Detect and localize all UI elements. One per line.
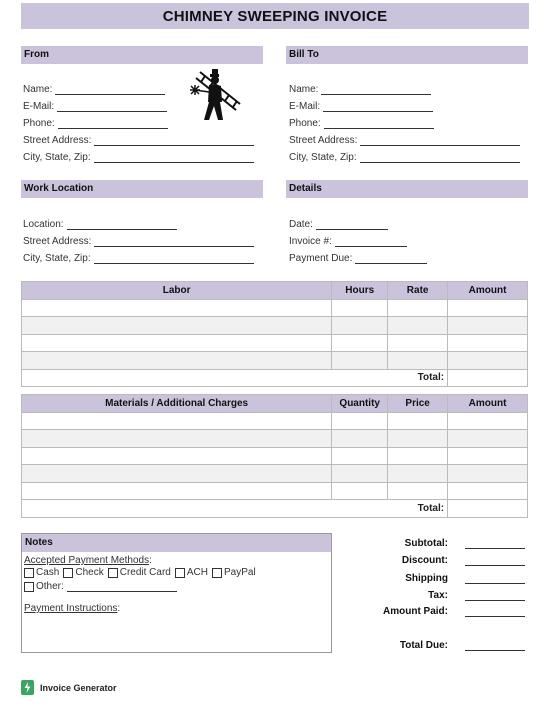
table-cell[interactable] xyxy=(22,299,332,317)
bill-to-name-field[interactable] xyxy=(289,81,431,95)
accepted-methods-line xyxy=(22,555,331,566)
bill-to-street-field[interactable] xyxy=(289,132,520,146)
ach-label: ACH xyxy=(186,567,208,578)
notes-box xyxy=(21,533,332,653)
work-street-line[interactable] xyxy=(94,237,254,247)
total-due-row xyxy=(370,637,530,651)
from-heading: From xyxy=(21,46,263,64)
from-name-line[interactable] xyxy=(55,85,165,95)
payment-due-field[interactable] xyxy=(289,250,427,264)
other-line[interactable] xyxy=(67,582,177,592)
table-cell[interactable] xyxy=(448,299,528,317)
tax-line[interactable] xyxy=(465,591,525,601)
shipping-label: Shipping xyxy=(405,573,448,584)
work-location-heading: Work Location xyxy=(21,180,263,198)
table-row[interactable] xyxy=(22,412,528,430)
from-city-line[interactable] xyxy=(94,153,254,163)
table-cell[interactable] xyxy=(22,352,332,370)
table-cell[interactable] xyxy=(388,482,448,500)
date-field[interactable] xyxy=(289,216,388,230)
labor-total-row xyxy=(22,369,528,387)
ach-checkbox[interactable] xyxy=(175,568,185,578)
table-cell[interactable] xyxy=(388,412,448,430)
bill-to-email-field[interactable] xyxy=(289,98,433,112)
table-cell[interactable] xyxy=(332,352,388,370)
bill-to-email-line[interactable] xyxy=(323,102,433,112)
table-cell[interactable] xyxy=(448,317,528,335)
from-phone-field[interactable] xyxy=(23,115,168,129)
bill-to-street-label: Street Address: xyxy=(289,135,358,146)
table-row[interactable] xyxy=(22,447,528,465)
date-label: Date: xyxy=(289,219,313,230)
from-city-label: City, State, Zip: xyxy=(23,152,91,163)
from-email-label: E-Mail: xyxy=(23,101,55,112)
amount-col-header: Amount xyxy=(448,282,528,300)
materials-total-label: Total: xyxy=(22,500,448,518)
cash-label: Cash xyxy=(36,567,60,578)
table-cell[interactable] xyxy=(388,317,448,335)
labor-table xyxy=(21,281,528,387)
price-col-header: Price xyxy=(388,395,448,413)
bill-to-street-line[interactable] xyxy=(360,136,520,146)
other-checkbox[interactable] xyxy=(24,582,34,592)
bill-to-city-field[interactable] xyxy=(289,149,520,163)
invoice-number-line[interactable] xyxy=(335,237,407,247)
subtotal-label: Subtotal: xyxy=(404,538,448,549)
invoice-title-bar xyxy=(21,3,529,29)
materials-col-header: Materials / Additional Charges xyxy=(22,395,332,413)
materials-amount-col-header: Amount xyxy=(448,395,528,413)
table-cell[interactable] xyxy=(388,334,448,352)
invoice-number-label: Invoice #: xyxy=(289,236,332,247)
paypal-checkbox[interactable] xyxy=(212,568,222,578)
subtotal-row xyxy=(370,535,530,549)
table-cell[interactable] xyxy=(388,465,448,483)
labor-total-label: Total: xyxy=(22,369,448,387)
from-street-label: Street Address: xyxy=(23,135,92,146)
bill-to-name-line[interactable] xyxy=(321,85,431,95)
accepted-methods-colon: : xyxy=(149,555,152,566)
table-cell[interactable] xyxy=(448,334,528,352)
bill-to-city-line[interactable] xyxy=(360,153,520,163)
tax-row xyxy=(370,587,530,601)
table-cell[interactable] xyxy=(332,447,388,465)
payment-methods-row xyxy=(22,566,331,579)
table-cell[interactable] xyxy=(388,352,448,370)
date-line[interactable] xyxy=(316,220,388,230)
table-cell[interactable] xyxy=(388,447,448,465)
discount-row xyxy=(370,552,530,566)
work-street-label: Street Address: xyxy=(23,236,92,247)
invoice-number-field[interactable] xyxy=(289,233,407,247)
table-row[interactable] xyxy=(22,482,528,500)
bill-to-city-label: City, State, Zip: xyxy=(289,152,357,163)
shipping-row xyxy=(370,570,530,584)
total-due-label: Total Due: xyxy=(399,640,448,651)
work-city-label: City, State, Zip: xyxy=(23,253,91,264)
from-street-line[interactable] xyxy=(94,136,254,146)
from-phone-line[interactable] xyxy=(58,119,168,129)
rate-col-header: Rate xyxy=(388,282,448,300)
location-line[interactable] xyxy=(67,220,177,230)
table-cell[interactable] xyxy=(388,430,448,448)
credit-card-checkbox[interactable] xyxy=(108,568,118,578)
table-cell[interactable] xyxy=(22,447,332,465)
credit-card-label: Credit Card xyxy=(119,567,171,578)
from-name-field[interactable] xyxy=(23,81,165,95)
table-cell[interactable] xyxy=(332,412,388,430)
check-checkbox[interactable] xyxy=(63,568,73,578)
bill-to-name-label: Name: xyxy=(289,84,319,95)
table-cell[interactable] xyxy=(22,430,332,448)
notes-heading: Notes xyxy=(22,534,331,552)
from-name-label: Name: xyxy=(23,84,53,95)
labor-header-row xyxy=(22,282,528,300)
labor-total-value[interactable] xyxy=(448,369,528,387)
table-cell[interactable] xyxy=(22,412,332,430)
table-cell[interactable] xyxy=(332,430,388,448)
amount-paid-label: Amount Paid: xyxy=(383,606,448,617)
total-due-line[interactable] xyxy=(465,641,525,651)
materials-total-row xyxy=(22,500,528,518)
bill-to-heading: Bill To xyxy=(286,46,528,64)
table-cell[interactable] xyxy=(388,299,448,317)
table-cell[interactable] xyxy=(332,334,388,352)
work-city-field[interactable] xyxy=(23,250,254,264)
table-cell[interactable] xyxy=(448,430,528,448)
table-cell[interactable] xyxy=(332,465,388,483)
payment-instructions-line xyxy=(22,603,331,614)
table-cell[interactable] xyxy=(22,482,332,500)
table-cell[interactable] xyxy=(332,299,388,317)
cash-checkbox[interactable] xyxy=(24,568,34,578)
bill-to-email-label: E-Mail: xyxy=(289,101,321,112)
discount-label: Discount: xyxy=(401,555,448,566)
bill-to-phone-label: Phone: xyxy=(289,118,321,129)
bill-to-phone-field[interactable] xyxy=(289,115,434,129)
other-method-row xyxy=(22,580,331,593)
table-cell[interactable] xyxy=(448,447,528,465)
materials-total-value[interactable] xyxy=(448,500,528,518)
page-title: CHIMNEY SWEEPING INVOICE xyxy=(162,7,388,25)
discount-line[interactable] xyxy=(465,556,525,566)
amount-paid-row xyxy=(370,603,530,617)
from-phone-label: Phone: xyxy=(23,118,55,129)
hours-col-header: Hours xyxy=(332,282,388,300)
location-label: Location: xyxy=(23,219,64,230)
subtotal-line[interactable] xyxy=(465,539,525,549)
location-field[interactable] xyxy=(23,216,177,230)
table-cell[interactable] xyxy=(22,317,332,335)
quantity-col-header: Quantity xyxy=(332,395,388,413)
shipping-line[interactable] xyxy=(465,574,525,584)
table-cell[interactable] xyxy=(448,412,528,430)
table-row[interactable] xyxy=(22,430,528,448)
details-heading: Details xyxy=(286,180,528,198)
materials-header-row xyxy=(22,395,528,413)
table-row[interactable] xyxy=(22,299,528,317)
payment-due-label: Payment Due: xyxy=(289,253,353,264)
table-cell[interactable] xyxy=(448,482,528,500)
accepted-methods-label: Accepted Payment Methods xyxy=(24,555,150,566)
payment-instructions-colon: : xyxy=(117,603,121,614)
from-email-line[interactable] xyxy=(57,102,167,112)
from-email-field[interactable] xyxy=(23,98,167,112)
tax-label: Tax: xyxy=(428,590,448,601)
table-cell[interactable] xyxy=(22,465,332,483)
table-cell[interactable] xyxy=(448,352,528,370)
table-row[interactable] xyxy=(22,317,528,335)
table-row[interactable] xyxy=(22,334,528,352)
chimney-sweep-icon xyxy=(186,68,244,126)
work-city-line[interactable] xyxy=(94,254,254,264)
materials-table xyxy=(21,394,528,518)
table-row[interactable] xyxy=(22,465,528,483)
footer-brand[interactable]: Invoice Generator xyxy=(40,682,117,693)
amount-paid-line[interactable] xyxy=(465,607,525,617)
table-cell[interactable] xyxy=(22,334,332,352)
other-label: Other: xyxy=(36,581,64,592)
footer xyxy=(21,680,117,695)
table-row[interactable] xyxy=(22,352,528,370)
table-cell[interactable] xyxy=(332,317,388,335)
work-street-field[interactable] xyxy=(23,233,254,247)
labor-col-header: Labor xyxy=(22,282,332,300)
from-street-field[interactable] xyxy=(23,132,254,146)
payment-due-line[interactable] xyxy=(355,254,427,264)
paypal-label: PayPal xyxy=(223,567,256,578)
table-cell[interactable] xyxy=(332,482,388,500)
from-city-field[interactable] xyxy=(23,149,254,163)
invoice-generator-logo-icon xyxy=(21,680,34,695)
table-cell[interactable] xyxy=(448,465,528,483)
check-label: Check xyxy=(75,567,104,578)
payment-instructions-label: Payment Instructions xyxy=(24,603,118,614)
bill-to-phone-line[interactable] xyxy=(324,119,434,129)
